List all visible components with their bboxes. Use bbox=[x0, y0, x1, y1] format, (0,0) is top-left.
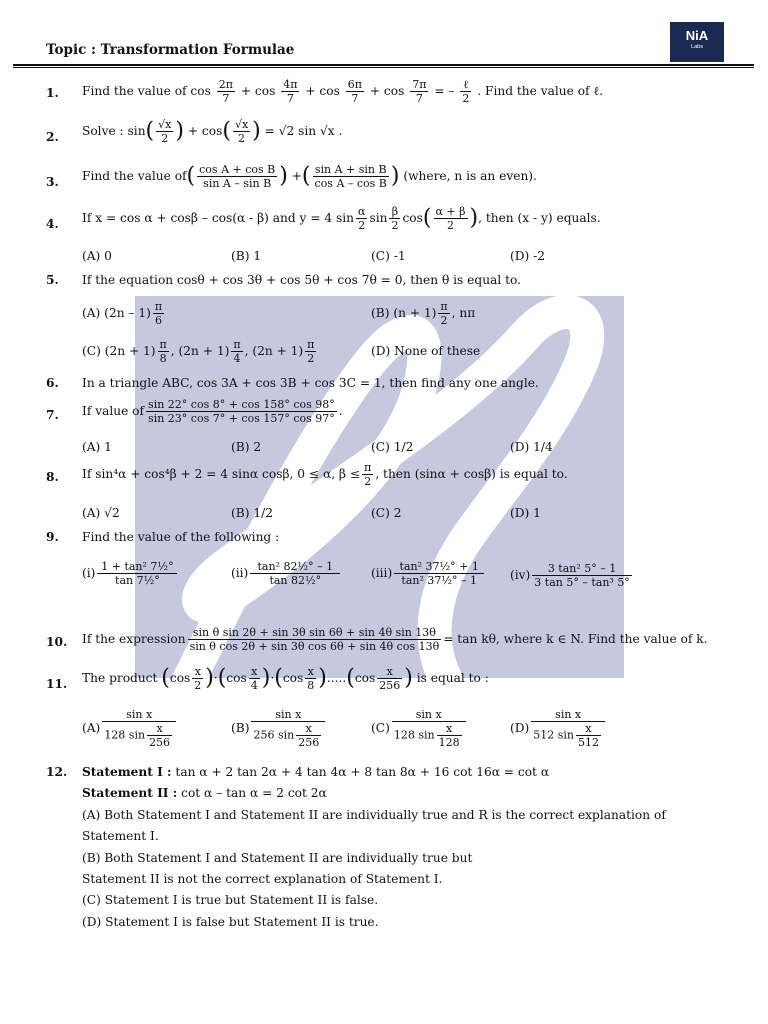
q11-option-c: (C) sin x 128 sin $\frac{x}{128}$ bbox=[371, 708, 468, 749]
q7-option-d: (D) 1/4 bbox=[510, 440, 553, 454]
q5-number: 5. bbox=[46, 273, 59, 287]
q6-text: In a triangle ABC, cos 3A + cos 3B + cos 3C = 1, then find any one angle. bbox=[82, 376, 539, 390]
q7-option-b: (B) 2 bbox=[231, 440, 262, 454]
q4-text: If x = cos α + cosβ – cos(α - β) and y = 4 sin $\frac{\alpha}{2}$ sin $\frac{\beta}{2}$ cos( $\frac{\alpha + \beta}{2}$ ), then (x - y) equals. bbox=[82, 205, 601, 232]
q11-option-d: (D) sin x 512 sin $\frac{x}{512}$ bbox=[510, 708, 607, 749]
q5-option-c: (C) (2n + 1) $\frac{\pi}{8}$ , (2n + 1) $\frac{\pi}{4}$ , (2n + 1) $\frac{\pi}{2}$ bbox=[82, 338, 315, 365]
q1-text: Find the value of cos $\frac{2\pi}{7}$ + cos $\frac{4\pi}{7}$ + cos $\frac{6\pi}{7}$ + cos $\frac{7\pi}{7}$ = – $\frac{\text{ℓ}}{2}$ . Find the value of ℓ. bbox=[82, 78, 604, 105]
q8-option-d: (D) 1 bbox=[510, 506, 541, 520]
q8-text: If sin⁴α + cos⁴β + 2 = 4 sinα cosβ, 0 ≤ α, β ≤ $\frac{\pi}{2}$ , then (sinα + cosβ) is equal to. bbox=[82, 461, 568, 488]
q12-option-a-line1: (A) Both Statement I and Statement II are individually true and R is the correct explanation of bbox=[82, 808, 666, 822]
q12-statement-1: Statement I : tan α + 2 tan 2α + 4 tan 4α + 8 tan 8α + 16 cot 16α = cot α bbox=[82, 765, 550, 779]
fraction: $\frac{4\pi}{7}$ bbox=[283, 78, 298, 105]
q4-option-a: (A) 0 bbox=[82, 249, 112, 263]
q11-text: The product (cos $\frac{x}{2}$ )·(cos $\frac{x}{4}$ )·(cos $\frac{x}{8}$ ).....(cos $\frac{x}{256}$ ) is equal to : bbox=[82, 665, 489, 692]
q9-part-iv: (iv) $\frac{\text{3 tan² 5° – 1}}{\text{3 tan 5° – tan³ 5°}}$ bbox=[510, 562, 630, 589]
q4-option-c: (C) -1 bbox=[371, 249, 406, 263]
q12-statement-2: Statement II : cot α – tan α = 2 cot 2α bbox=[82, 786, 327, 800]
q10-number: 10. bbox=[46, 635, 68, 649]
q12-option-c: (C) Statement I is true but Statement II is false. bbox=[82, 893, 379, 907]
logo-text: NiA bbox=[685, 28, 709, 43]
q2-text: Solve : sin( $\frac{√x}{2}$ ) + cos( $\frac{√x}{2}$ ) = √2 sin √x . bbox=[82, 118, 343, 145]
q3-number: 3. bbox=[46, 175, 59, 189]
q4-number: 4. bbox=[46, 217, 59, 231]
q11-number: 11. bbox=[46, 677, 68, 691]
q4-option-b: (B) 1 bbox=[231, 249, 262, 263]
q7-option-a: (A) 1 bbox=[82, 440, 112, 454]
fraction: $\frac{7\pi}{7}$ bbox=[412, 78, 427, 105]
q10-text: If the expression $\frac{\text{sin θ sin 2θ + sin 3θ sin 6θ + sin 4θ sin 13θ}}{\text{sin θ cos 2θ + sin 3θ cos 6θ + sin 4θ cos 13θ}}$ = tan kθ, where k ∈ N. Find the value of k. bbox=[82, 626, 708, 653]
q12-number: 12. bbox=[46, 765, 68, 779]
fraction: $\frac{6\pi}{7}$ bbox=[347, 78, 362, 105]
q6-number: 6. bbox=[46, 376, 59, 390]
q4-option-d: (D) -2 bbox=[510, 249, 546, 263]
q5-option-d: (D) None of these bbox=[371, 344, 481, 358]
q9-text: Find the value of the following : bbox=[82, 530, 280, 544]
q9-part-ii: (ii) $\frac{\text{tan² 82½° – 1}}{\text{tan 82½°}}$ bbox=[231, 560, 342, 587]
q8-number: 8. bbox=[46, 470, 59, 484]
q8-option-c: (C) 2 bbox=[371, 506, 402, 520]
q7-number: 7. bbox=[46, 408, 59, 422]
q9-part-i: (i) $\frac{\text{1 + tan² 7½°}}{\text{tan 7½°}}$ bbox=[82, 560, 179, 587]
fraction: $\frac{\text{ℓ}}{2}$ bbox=[462, 78, 470, 105]
q1-number: 1. bbox=[46, 86, 59, 100]
q12-option-d: (D) Statement I is false but Statement II is true. bbox=[82, 915, 379, 929]
q12-option-b-line2: Statement II is not the correct explanation of Statement I. bbox=[82, 872, 443, 886]
fraction: $\frac{2\pi}{7}$ bbox=[218, 78, 233, 105]
header-divider-thin bbox=[13, 67, 754, 68]
header-divider bbox=[13, 64, 754, 66]
q2-number: 2. bbox=[46, 130, 59, 144]
q7-option-c: (C) 1/2 bbox=[371, 440, 414, 454]
q3-text: Find the value of( $\frac{\text{cos A + cos B}}{\text{sin A – sin B}}$ ) +( $\frac{\text{sin A + sin B}}{\text{cos A – cos B}}$ ) (where, n is an even). bbox=[82, 163, 537, 190]
q12-option-b-line1: (B) Both Statement I and Statement II are individually true but bbox=[82, 851, 473, 865]
q5-option-a: (A) (2n – 1) $\frac{\pi}{6}$ bbox=[82, 300, 163, 327]
q8-option-b: (B) 1/2 bbox=[231, 506, 273, 520]
q9-part-iii: (iii) $\frac{\text{tan² 37½° + 1}}{\text{tan² 37½° – 1}}$ bbox=[371, 560, 486, 587]
q7-text: If value of $\frac{\sin 22^\circ \cos 8^\circ + \cos 158^\circ \cos 98^\circ}{\sin 23^\circ \cos 7^\circ + \cos 157^\circ \cos 97^\circ}$ . bbox=[82, 398, 343, 425]
q8-option-a: (A) √2 bbox=[82, 506, 120, 520]
q5-option-b: (B) (n + 1) $\frac{\pi}{2}$ , nπ bbox=[371, 300, 476, 327]
q11-option-a: (A) sin x 128 sin $\frac{x}{256}$ bbox=[82, 708, 178, 749]
page-title: Topic : Transformation Formulae bbox=[46, 42, 295, 58]
brand-logo bbox=[670, 22, 724, 62]
q9-number: 9. bbox=[46, 530, 59, 544]
q5-text: If the equation cosθ + cos 3θ + cos 5θ + cos 7θ = 0, then θ is equal to. bbox=[82, 273, 521, 287]
q11-option-b: (B) sin x 256 sin $\frac{x}{256}$ bbox=[231, 708, 327, 749]
q12-option-a-line2: Statement I. bbox=[82, 829, 159, 843]
logo-subtext: Labs bbox=[691, 44, 703, 50]
